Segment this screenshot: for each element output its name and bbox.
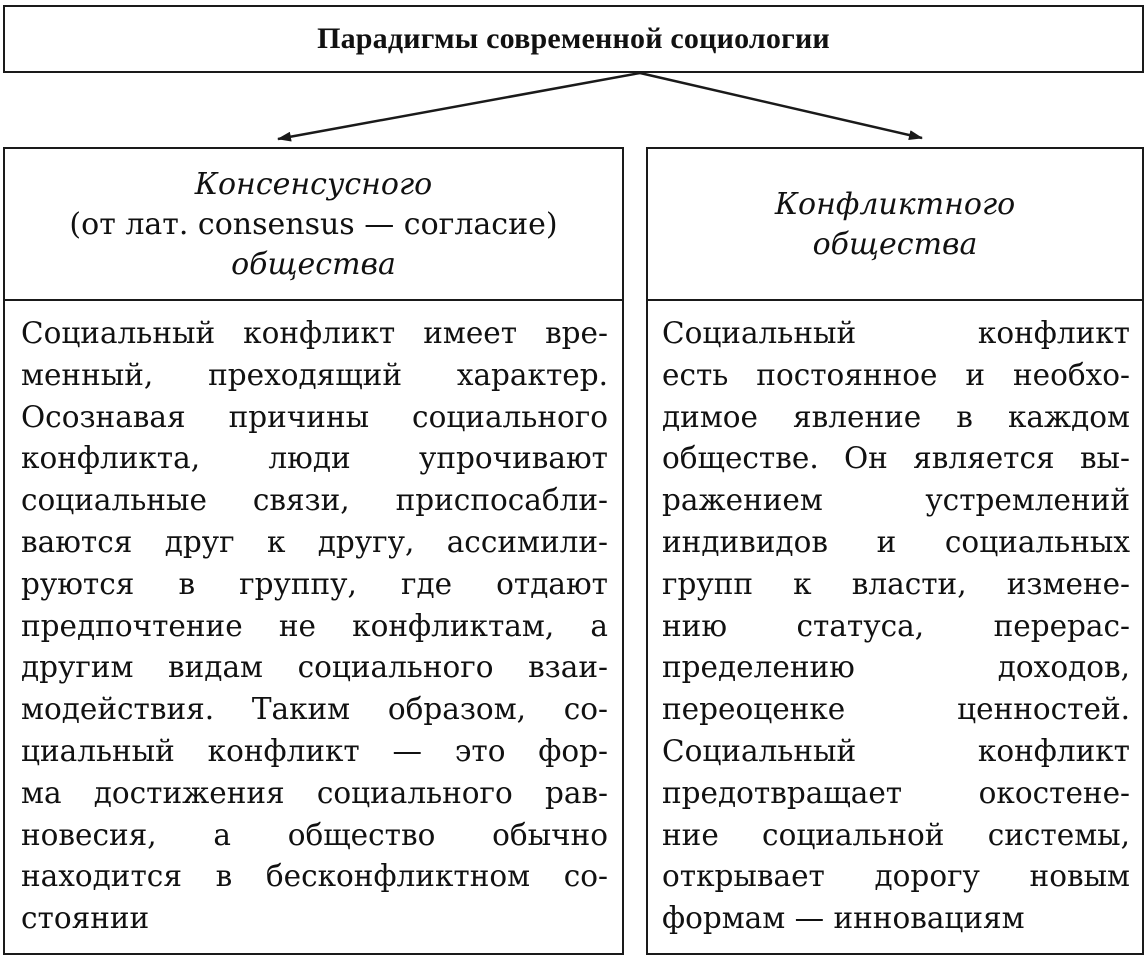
- left-body-line: конфликта, люди упрочивают: [21, 441, 608, 476]
- right-body-line: Социальный конфликт: [662, 316, 1130, 350]
- left-column-body: [3, 299, 624, 955]
- right-body-line: димое явление в каждом: [662, 399, 1130, 434]
- left-body-line: Осознавая причины социального: [21, 399, 608, 434]
- right-body-line: предотвращает окостене-: [662, 775, 1130, 810]
- right-column-heading: [646, 147, 1144, 301]
- right-body-line: формам — инновациям: [662, 901, 1025, 936]
- left-body-line: стоянии: [21, 901, 150, 936]
- left-body-line: руются в группу, где отдают: [21, 566, 608, 601]
- left-body-line: ваются друг к другу, ассимили-: [21, 524, 608, 559]
- left-body-line: новесия, а общество обычно: [21, 817, 608, 852]
- right-heading-line: общества: [812, 227, 978, 262]
- left-body-line: ма достижения социального рав-: [21, 775, 608, 810]
- left-body-line: находится в бесконфликтном со-: [21, 859, 608, 894]
- right-body-line: индивидов и социальных: [662, 524, 1130, 559]
- right-body-line: пределению доходов,: [662, 650, 1130, 685]
- right-body-line: групп к власти, измене-: [662, 566, 1130, 601]
- left-body-line: модействия. Таким образом, со-: [21, 692, 608, 727]
- left-heading-line: (от лат. consensus — согласие): [69, 207, 558, 242]
- left-column-heading: [3, 147, 624, 301]
- arrow-to-right-column: [640, 73, 922, 138]
- left-body-line: циальный конфликт — это фор-: [21, 733, 608, 768]
- left-heading-line: общества: [231, 247, 396, 282]
- diagram-title: Парадигмы современной социологии: [317, 22, 830, 55]
- right-heading-line: Конфликтного: [774, 187, 1016, 222]
- left-body-line: предпочтение не конфликтам, а: [21, 608, 608, 643]
- right-body-line: открывает дорогу новым: [662, 859, 1130, 894]
- right-column-body: [646, 299, 1144, 955]
- right-body-line: ние социальной системы,: [662, 817, 1130, 852]
- left-body-line: социальные связи, приспосабли-: [21, 483, 608, 518]
- right-body-line: есть постоянное и необхо-: [662, 357, 1130, 392]
- left-body-line: другим видам социального взаи-: [21, 650, 608, 685]
- left-heading-line: Консенсусного: [194, 167, 433, 202]
- right-body-line: нию статуса, перерас-: [662, 608, 1130, 643]
- right-body-line: Социальный конфликт: [662, 733, 1130, 768]
- arrow-to-left-column: [278, 73, 640, 139]
- left-body-line: менный, преходящий характер.: [21, 357, 608, 392]
- right-body-line: ражением устремлений: [662, 483, 1130, 518]
- title-box: [3, 5, 1144, 73]
- right-body-line: обществе. Он является вы-: [662, 441, 1130, 476]
- right-body-line: переоценке ценностей.: [662, 692, 1130, 727]
- left-body-line: Социальный конфликт имеет вре-: [21, 316, 608, 350]
